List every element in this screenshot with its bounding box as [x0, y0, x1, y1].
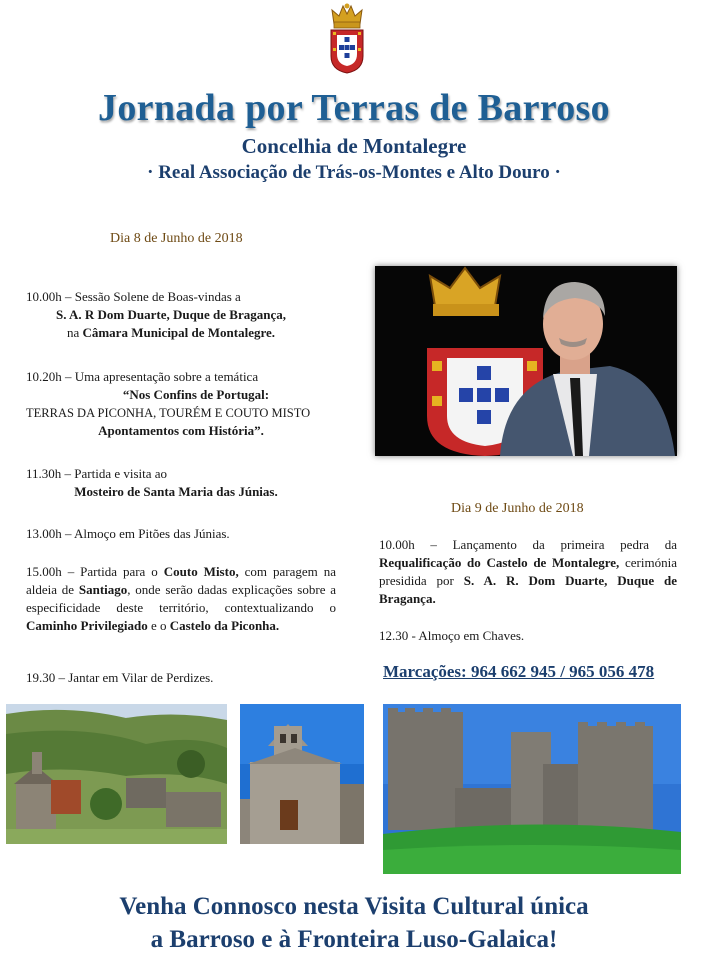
day1-item5: 15.00h – Partida para o Couto Misto, com paragem na aldeia de Santiago, onde serão dadas explicações sobre a especificidade deste território, contextualizando o Caminho Privilegiado e o Castelo da Piconha.: [26, 564, 337, 633]
village-photo: [6, 704, 227, 844]
day2-item1: 10.00h – Lançamento da primeira pedra da Requalificação do Castelo de Montalegre, cerimónia presidida por S. A. R. Dom Duarte, Duque de Bragança.: [379, 537, 678, 606]
day1-item2: 10.20h – Uma apresentação sobre a temática “Nos Confins de Portugal: TERRAS DA PICONHA, TOURÉM E COUTO MISTO Apontamentos com História”.: [26, 369, 311, 438]
day1-date: Dia 8 de Junho de 2018: [110, 231, 243, 246]
day1-item6: 19.30 – Jantar em Vilar de Perdizes.: [26, 670, 214, 685]
castle-illustration: [383, 704, 681, 874]
booking-phones: Marcações: 964 662 945 / 965 056 478: [383, 662, 655, 681]
subtitle: Concelhia de Montalegre: [241, 134, 467, 158]
day1-item3: 11.30h – Partida e visita ao Mosteiro de Santa Maria das Júnias.: [26, 466, 278, 499]
association-name: · Real Associação de Trás-os-Montes e Alto Douro ·: [147, 162, 561, 183]
day2-date: Dia 9 de Junho de 2018: [451, 501, 584, 516]
footer-line-2: a Barroso e à Fronteira Luso-Galaica!: [150, 926, 558, 953]
royal-crest-icon: [326, 2, 368, 74]
church-illustration: [240, 704, 364, 844]
portrait-photo: [375, 266, 677, 456]
church-photo: [240, 704, 364, 844]
village-illustration: [6, 704, 227, 844]
page-title: Jornada por Terras de Barroso: [98, 87, 610, 129]
day1-item4: 13.00h – Almoço em Pitões das Júnias.: [26, 526, 230, 541]
footer-line-1: Venha Connosco nesta Visita Cultural única: [119, 893, 589, 920]
day2-item2: 12.30 - Almoço em Chaves.: [379, 628, 525, 643]
day1-item1: 10.00h – Sessão Solene de Boas-vindas a S. A. R Dom Duarte, Duque de Bragança, na Câmara Municipal de Montalegre.: [26, 289, 287, 340]
castle-photo: [383, 704, 681, 874]
portrait-illustration: [375, 266, 677, 456]
